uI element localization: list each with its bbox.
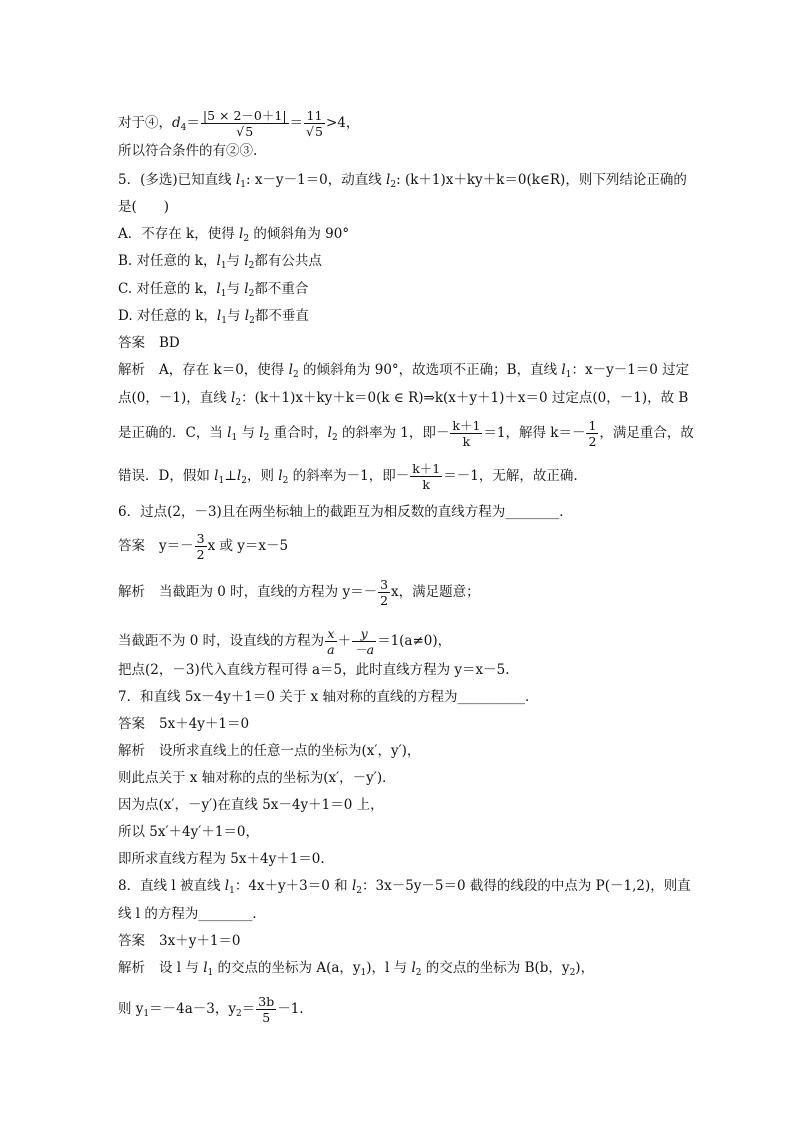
question-8-stem [118, 877, 691, 895]
analysis-5-line-2 [118, 389, 688, 407]
option-c [118, 280, 308, 298]
text: 与 [226, 253, 245, 269]
text: )， [575, 960, 595, 976]
analysis-label: 解析 [118, 743, 145, 759]
text: 是正确的．C，当 [118, 425, 228, 441]
answer-label: 答案 [118, 716, 145, 732]
var-l: l [386, 172, 391, 188]
text: ：3x－5y－5＝0 截得的线段的中点为 P(－1,2)，则直 [362, 878, 691, 894]
text: ，满足重合，故 [599, 425, 694, 441]
text: ＝ [289, 115, 304, 131]
text: 8．直线 l 被直线 [118, 878, 225, 894]
text: 的交点的坐标为 B(b，y [421, 960, 570, 976]
var-l: l [224, 878, 230, 894]
var-l: l [216, 308, 222, 324]
text: x 或 y＝x－5 [207, 538, 289, 554]
radicand: 5 [315, 124, 323, 139]
answer-value: 3x＋y＋1＝0 [159, 933, 241, 949]
subscript: 1 [143, 1009, 150, 1019]
text: 与 [226, 308, 245, 324]
text: C. 对任意的 k， [118, 281, 217, 297]
line-d4-check [118, 108, 359, 139]
answer-value: 5x＋4y＋1＝0 [159, 716, 250, 732]
analysis-label: 解析 [118, 584, 145, 600]
numerator: |5 × 2－0＋1| [202, 108, 287, 123]
numerator: 3 [196, 531, 205, 546]
fraction-x-over-a [325, 626, 336, 657]
text: 的倾斜角为 90°，故选项不正确；B，直线 [298, 362, 562, 378]
text: ⊥ [224, 468, 237, 484]
subscript: 2 [249, 316, 255, 326]
subscript: 1 [229, 886, 235, 896]
subscript: 2 [241, 476, 247, 486]
option-b [118, 252, 322, 270]
subscript: 2 [390, 180, 397, 190]
subscript: 1 [218, 476, 225, 486]
var-l: l [327, 425, 332, 441]
fraction-k [586, 418, 598, 449]
text: 与 [237, 425, 260, 441]
text: 的斜率为 1，即－ [337, 425, 450, 441]
analysis-7-line-4: 所以 5x′＋4y′＋1＝0， [118, 824, 260, 840]
subscript: 2 [236, 1009, 242, 1019]
var-l: l [244, 281, 249, 297]
text: ：(k＋1)x＋ky＋k＝0(k ∈ R)⇒k(x＋y＋1)＋x＝0 过定点(0，－1)，故 B [241, 390, 689, 406]
analysis-5-line-3 [118, 418, 694, 449]
text: ＝－4a－3，y [149, 1001, 237, 1017]
var-l: l [214, 468, 219, 484]
var-l: l [231, 390, 236, 406]
text: ，则 [246, 468, 279, 484]
fraction-slope [410, 461, 442, 492]
text: 重合时， [269, 425, 328, 441]
text: A．不存在 k，使得 [118, 226, 240, 242]
text: ＋ [337, 633, 352, 649]
answer-5 [118, 334, 180, 352]
text: >4， [325, 115, 360, 131]
var-l: l [259, 425, 264, 441]
text: x，满足题意； [391, 584, 480, 600]
subscript: 2 [263, 433, 270, 443]
subscript: 2 [415, 968, 422, 978]
text: 都不垂直 [254, 308, 309, 324]
analysis-7-line-1 [118, 742, 420, 760]
subscript: 2 [331, 433, 338, 443]
subscript: 1 [207, 968, 214, 978]
text: B. 对任意的 k， [118, 253, 217, 269]
analysis-6-line-2 [118, 626, 451, 657]
subscript: 1 [565, 370, 572, 380]
numerator: 3b [258, 994, 275, 1009]
text: ＝ [186, 115, 200, 131]
var-l: l [278, 468, 283, 484]
text: ＝1(a≠0)， [377, 633, 452, 649]
answer-6 [118, 531, 288, 562]
fraction-3b-over-5 [256, 994, 276, 1025]
var-l: l [561, 362, 566, 378]
text: A，存在 k＝0，使得 [159, 362, 289, 378]
var-l: l [288, 362, 293, 378]
subscript: 2 [235, 398, 242, 408]
var-l: l [216, 253, 221, 269]
answer-label: 答案 [118, 335, 145, 351]
denominator: k [422, 477, 430, 492]
question-6-stem: 6．过点(2，－3)且在两坐标轴上的截距互为相反数的直线方程为________． [118, 504, 573, 520]
text: ：x－y－1＝0 过定 [571, 362, 690, 378]
text: ：4x＋y＋3＝0 和 [234, 878, 352, 894]
subscript: 2 [282, 476, 289, 486]
answer-label: 答案 [118, 933, 145, 949]
numerator: k＋1 [412, 461, 441, 476]
analysis-label: 解析 [118, 960, 145, 976]
var-l: l [203, 960, 208, 976]
analysis-7-line-2: 则此点关于 x 轴对称的点的坐标为(x′，－y′)． [118, 770, 396, 786]
analysis-8-line-1 [118, 959, 594, 977]
denominator: －a [354, 642, 375, 657]
text: ＝ [241, 1001, 256, 1017]
text: 点(0，－1)，直线 [118, 390, 232, 406]
denominator: 5 [262, 1010, 271, 1025]
text: 对于④， [118, 115, 172, 131]
subscript: 1 [220, 261, 227, 271]
answer-value: BD [159, 335, 180, 351]
var-l: l [411, 960, 416, 976]
fraction-slope [195, 531, 207, 562]
numerator: 11 [304, 108, 325, 124]
subscript: 2 [248, 261, 255, 271]
text: －1. [277, 1001, 304, 1017]
text: 设 l 与 [159, 960, 204, 976]
text: 5．(多选)已知直线 [118, 172, 236, 188]
numerator: 3 [380, 577, 389, 592]
var-l: l [351, 878, 357, 894]
fraction-slope [378, 577, 390, 608]
text: 与 [226, 281, 245, 297]
fraction-value [304, 108, 325, 139]
var-l: l [239, 226, 244, 242]
subscript: 4 [180, 123, 187, 133]
numerator: 1 [588, 418, 597, 433]
subscript: 1 [221, 316, 227, 326]
subscript: 2 [248, 289, 255, 299]
text: 设所求直线上的任意一点的坐标为(x′，y′)， [159, 743, 421, 759]
analysis-5-line-1 [118, 361, 689, 379]
analysis-6-line-3: 把点(2，－3)代入直线方程可得 a＝5，此时直线方程为 y＝x－5. [118, 662, 510, 678]
option-a [118, 225, 349, 243]
question-5-stem-cont: 是( ) [118, 199, 170, 215]
denominator: a [327, 642, 335, 657]
denominator: k [462, 434, 471, 449]
question-7-stem: 7．和直线 5x－4y＋1＝0 关于 x 轴对称的直线的方程为__________． [118, 689, 539, 705]
var-l: l [244, 308, 250, 324]
question-5-stem [118, 171, 687, 189]
fraction-y-over-neg-a [352, 626, 376, 657]
option-d [118, 307, 309, 325]
denominator: √5 [306, 124, 323, 139]
var-l: l [227, 425, 232, 441]
text: : (k＋1)x＋ky＋k＝0(k∈R)，则下列结论正确的 [396, 172, 687, 188]
numerator: y [352, 626, 376, 642]
numerator: k＋1 [452, 418, 481, 433]
text: 当截距为 0 时，直线的方程为 y＝－ [159, 584, 378, 600]
var-l: l [216, 281, 221, 297]
subscript: 2 [569, 968, 576, 978]
var-l: l [244, 253, 249, 269]
line-conclusion-4: 所以符合条件的有②③. [118, 143, 258, 159]
denominator: √5 [236, 124, 254, 139]
subscript: 1 [220, 289, 227, 299]
var-l: l [236, 468, 242, 484]
analysis-6-line-1 [118, 577, 480, 608]
text: 都有公共点 [254, 253, 322, 269]
analysis-7-line-3: 因为点(x′，－y′)在直线 5x－4y＋1＝0 上， [118, 797, 384, 813]
subscript: 1 [360, 968, 367, 978]
text: : x－y－1＝0，动直线 [245, 172, 387, 188]
text: 当截距不为 0 时，设直线的方程为 [118, 633, 325, 649]
answer-7 [118, 715, 249, 733]
analysis-label: 解析 [118, 362, 145, 378]
text: ＝－1，无解，故正确. [443, 468, 578, 484]
subscript: 1 [240, 180, 246, 190]
var-d: d [172, 115, 181, 131]
radicand: 5 [245, 124, 254, 139]
analysis-7-line-5: 即所求直线方程为 5x＋4y＋1＝0. [118, 851, 325, 867]
subscript: 1 [231, 433, 238, 443]
text: 则 y [118, 1001, 144, 1017]
text: 错误．D，假如 [118, 468, 215, 484]
fraction-distance [201, 108, 289, 139]
answer-label: 答案 [118, 538, 145, 554]
question-8-stem-cont: 线 l 的方程为________． [118, 906, 266, 922]
text: 的斜率为－1，即－ [288, 468, 410, 484]
text: D. 对任意的 k， [118, 308, 217, 324]
text: y＝－ [159, 538, 194, 554]
answer-8 [118, 932, 241, 950]
text: 的倾斜角为 90° [249, 226, 350, 242]
subscript: 2 [243, 234, 250, 244]
fraction-slope [450, 418, 482, 449]
analysis-5-line-4 [118, 461, 578, 492]
denominator: 2 [588, 434, 597, 449]
text: ＝1，解得 k＝－ [483, 425, 586, 441]
analysis-8-line-2 [118, 994, 304, 1025]
subscript: 2 [292, 370, 299, 380]
text: )，l 与 [366, 960, 412, 976]
text: 都不重合 [254, 281, 309, 297]
numerator: x [325, 626, 336, 642]
text: 的交点的坐标为 A(a，y [213, 960, 361, 976]
denominator: 2 [196, 547, 205, 562]
denominator: 2 [380, 593, 389, 608]
subscript: 2 [356, 886, 362, 896]
var-l: l [235, 172, 241, 188]
